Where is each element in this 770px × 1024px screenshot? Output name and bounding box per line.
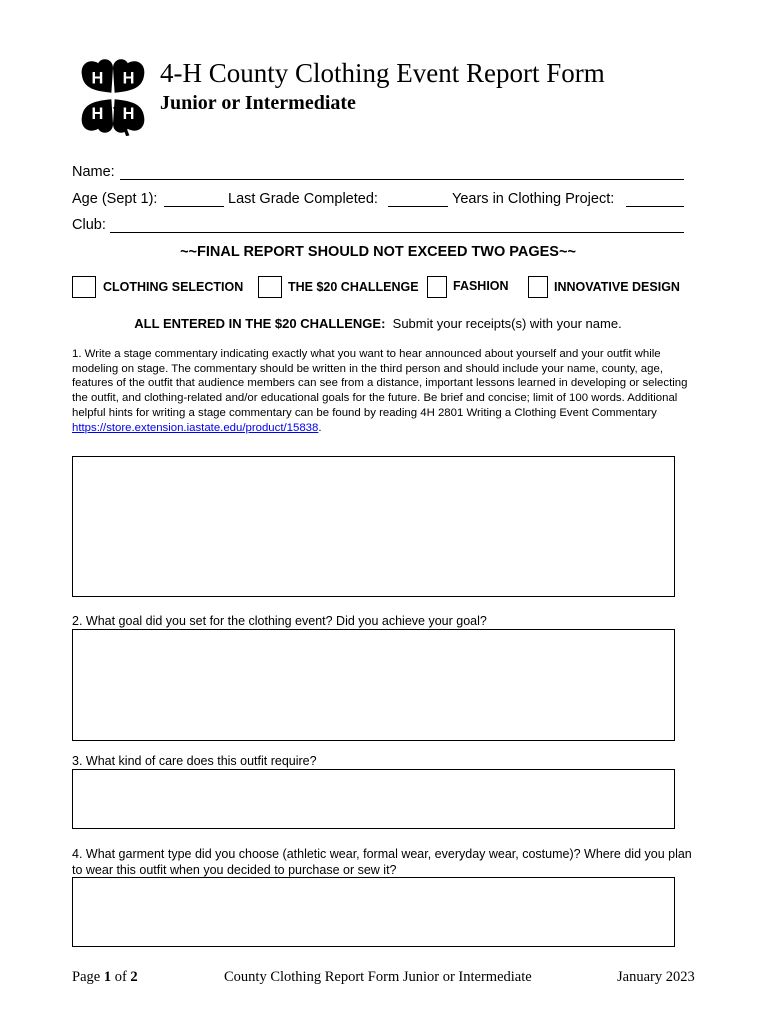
club-field[interactable] [110, 218, 684, 233]
footer-date: January 2023 [617, 969, 695, 985]
answer-box-1[interactable] [72, 456, 675, 597]
page-title: 4-H County Clothing Event Report Form [160, 58, 605, 88]
question-4: 4. What garment type did you choose (athletic wear, formal wear, everyday wear, costume)? Where did you plan to wear this outfit when you decided to purchase or sew it? [72, 847, 692, 877]
answer-box-3[interactable] [72, 769, 675, 829]
name-field[interactable] [120, 165, 684, 180]
svg-text:H: H [122, 104, 135, 123]
name-label: Name: [72, 164, 115, 180]
grade-label: Last Grade Completed: [228, 191, 378, 207]
age-grade-years-row [72, 191, 684, 211]
receipts-note-text: Submit your receipts(s) with your name. [392, 316, 622, 331]
checkbox-label-fashion: FASHION [453, 279, 509, 293]
age-field[interactable] [164, 192, 224, 207]
answer-box-2[interactable] [72, 629, 675, 741]
checkbox-fashion[interactable] [427, 276, 447, 298]
footer-page-number [72, 969, 138, 986]
checkbox-innovative-design[interactable] [528, 276, 548, 298]
checkbox-label-20-challenge: THE $20 CHALLENGE [288, 280, 419, 294]
question-1 [72, 347, 697, 435]
grade-field[interactable] [388, 192, 448, 207]
footer-page-total: 2 [130, 969, 138, 985]
question-3: 3. What kind of care does this outfit require? [72, 754, 317, 768]
answer-box-4[interactable] [72, 877, 675, 947]
checkbox-label-clothing-selection: CLOTHING SELECTION [103, 280, 244, 294]
4h-clover-icon [72, 55, 154, 137]
svg-text:H: H [122, 69, 135, 88]
page-subtitle: Junior or Intermediate [160, 92, 356, 114]
footer-of-label: of [114, 969, 127, 985]
footer-page-current: 1 [103, 969, 112, 985]
footer-page-label: Page [72, 969, 101, 985]
final-report-note: ~~FINAL REPORT SHOULD NOT EXCEED TWO PAGES~~ [180, 244, 576, 260]
checkbox-clothing-selection[interactable] [72, 276, 96, 298]
name-row [72, 164, 684, 184]
receipts-note-bold: ALL ENTERED IN THE $20 CHALLENGE: [134, 316, 386, 331]
receipts-note [72, 316, 684, 331]
footer-title: County Clothing Report Form Junior or Intermediate [224, 969, 532, 985]
years-label: Years in Clothing Project: [452, 191, 615, 207]
question-1-text: 1. Write a stage commentary indicating exactly what you want to hear announced about yourself and your outfit while modeling on stage. The commentary should be written in the third person and should include your name, county, age, features of the outfit that audience members can see from a distance, important lessons learned in developing or selecting the outfit, and clothing-related and/or educational goals for the future. Be brief and concise; limit of 100 words. Additional helpful hints for writing a stage commentary can be found by reading 4H 2801 Writing a Clothing Event Commentary [72, 348, 688, 419]
svg-text:H: H [91, 69, 104, 88]
question-2: 2. What goal did you set for the clothing event? Did you achieve your goal? [72, 614, 487, 628]
svg-text:H: H [91, 104, 104, 123]
club-row [72, 217, 684, 237]
years-field[interactable] [626, 192, 684, 207]
checkbox-20-challenge[interactable] [258, 276, 282, 298]
commentary-link[interactable]: https://store.extension.iastate.edu/product/15838 [72, 421, 319, 434]
checkbox-label-innovative-design: INNOVATIVE DESIGN [554, 280, 680, 294]
age-label: Age (Sept 1): [72, 191, 158, 207]
question-1-end: . [318, 421, 322, 434]
club-label: Club: [72, 217, 106, 233]
